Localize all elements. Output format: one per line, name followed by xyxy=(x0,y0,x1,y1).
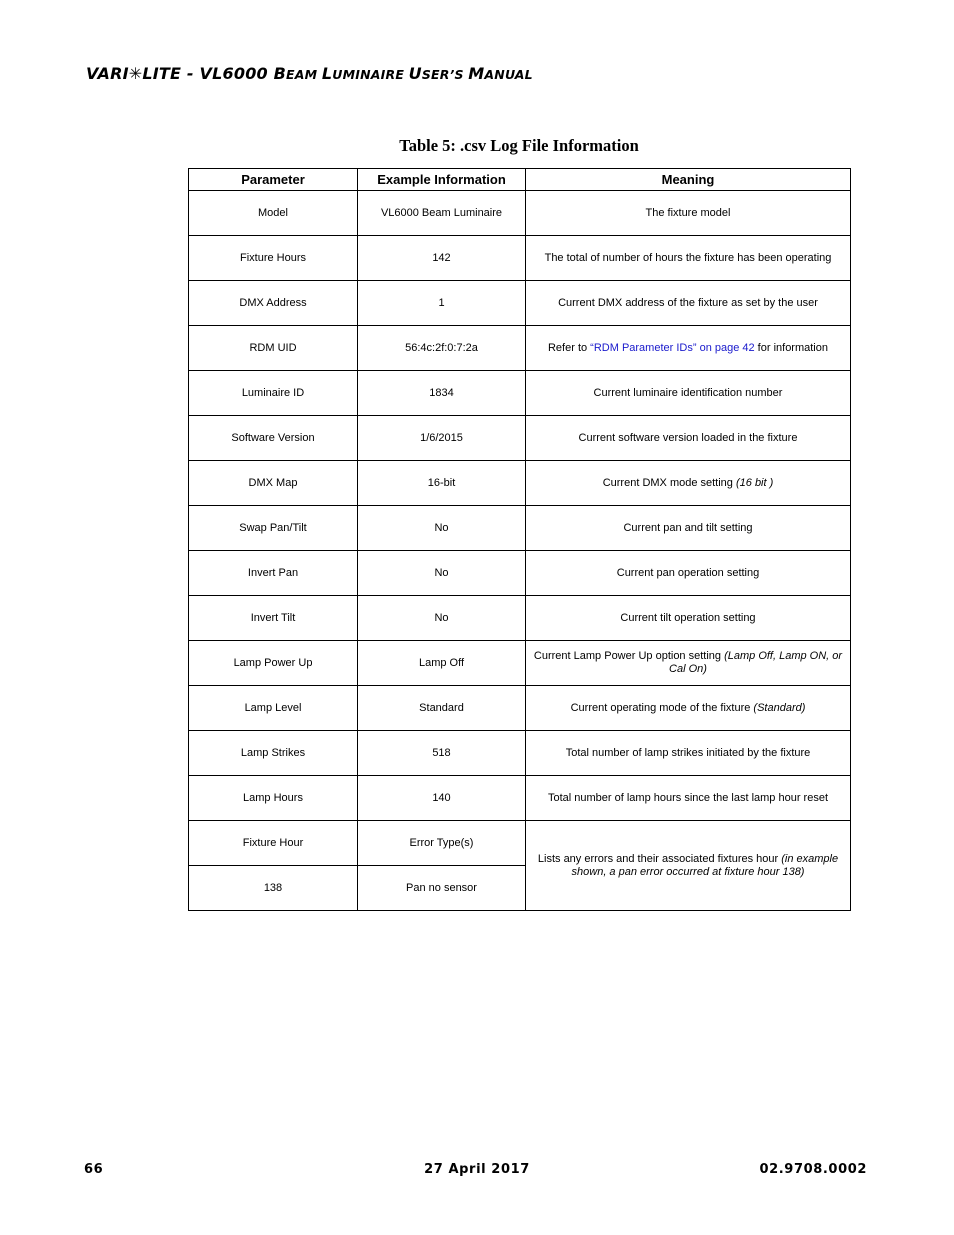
table-caption: Table 5: .csv Log File Information xyxy=(399,136,639,155)
cell-parameter: DMX Map xyxy=(189,461,358,506)
cell-meaning: Current Lamp Power Up option setting (Lamp Off, Lamp ON, or Cal On) xyxy=(526,641,851,686)
cell-meaning: Current pan and tilt setting xyxy=(526,506,851,551)
table-row xyxy=(189,551,851,596)
cell-example: 16-bit xyxy=(358,461,526,506)
cell-meaning: Current DMX mode setting (16 bit ) xyxy=(526,461,851,506)
table-row xyxy=(189,641,851,686)
cell-meaning: Lists any errors and their associated fixtures hour (in example shown, a pan error occurred at fixture hour 138) xyxy=(526,821,851,911)
cell-parameter: Invert Tilt xyxy=(189,596,358,641)
table-row xyxy=(189,236,851,281)
column-header-example: Example Information xyxy=(358,169,526,191)
footer-doc-number: 02.9708.0002 xyxy=(759,1162,867,1177)
csv-log-table xyxy=(188,168,851,911)
cell-parameter: Luminaire ID xyxy=(189,371,358,416)
table-row xyxy=(189,461,851,506)
cell-example: 56:4c:2f:0:7:2a xyxy=(358,326,526,371)
rdm-parameter-ids-link[interactable]: “RDM Parameter IDs” on page 42 xyxy=(590,341,755,354)
cell-parameter: Lamp Level xyxy=(189,686,358,731)
cell-example: 140 xyxy=(358,776,526,821)
cell-meaning: Current pan operation setting xyxy=(526,551,851,596)
table-row xyxy=(189,776,851,821)
cell-meaning: The fixture model xyxy=(526,191,851,236)
cell-example: No xyxy=(358,596,526,641)
cell-example: Pan no sensor xyxy=(358,866,526,911)
cell-parameter: Lamp Strikes xyxy=(189,731,358,776)
table-row xyxy=(189,686,851,731)
cell-example: No xyxy=(358,506,526,551)
table-row xyxy=(189,596,851,641)
cell-example: Standard xyxy=(358,686,526,731)
table-header-row xyxy=(189,169,851,191)
cell-meaning: Current DMX address of the fixture as set by the user xyxy=(526,281,851,326)
cell-parameter: Model xyxy=(189,191,358,236)
cell-example: VL6000 Beam Luminaire xyxy=(358,191,526,236)
cell-meaning: Refer to “RDM Parameter IDs” on page 42 for information xyxy=(526,326,851,371)
cell-example: 518 xyxy=(358,731,526,776)
table-row xyxy=(189,821,851,866)
cell-parameter: Fixture Hours xyxy=(189,236,358,281)
running-header: VARI✳LITE - VL6000 BEAM LUMINAIRE USER’S MANUAL xyxy=(86,64,533,83)
cell-meaning: Total number of lamp strikes initiated by the fixture xyxy=(526,731,851,776)
column-header-meaning: Meaning xyxy=(526,169,851,191)
cell-parameter: Software Version xyxy=(189,416,358,461)
table-row xyxy=(189,416,851,461)
table-row xyxy=(189,326,851,371)
cell-meaning: Current luminaire identification number xyxy=(526,371,851,416)
column-header-parameter: Parameter xyxy=(189,169,358,191)
star-icon: ✳ xyxy=(128,64,143,83)
cell-parameter: Swap Pan/Tilt xyxy=(189,506,358,551)
table-row xyxy=(189,506,851,551)
cell-example: No xyxy=(358,551,526,596)
table-row xyxy=(189,371,851,416)
cell-example: 1834 xyxy=(358,371,526,416)
footer-date: 27 April 2017 xyxy=(424,1162,530,1177)
cell-example: 1 xyxy=(358,281,526,326)
cell-example: Lamp Off xyxy=(358,641,526,686)
cell-meaning: Current operating mode of the fixture (Standard) xyxy=(526,686,851,731)
cell-example: 142 xyxy=(358,236,526,281)
cell-parameter: Lamp Power Up xyxy=(189,641,358,686)
cell-parameter: RDM UID xyxy=(189,326,358,371)
table-row xyxy=(189,731,851,776)
cell-parameter: DMX Address xyxy=(189,281,358,326)
cell-meaning: Current software version loaded in the fixture xyxy=(526,416,851,461)
cell-parameter: Fixture Hour xyxy=(189,821,358,866)
cell-parameter: 138 xyxy=(189,866,358,911)
cell-parameter: Invert Pan xyxy=(189,551,358,596)
table-row xyxy=(189,281,851,326)
cell-meaning: The total of number of hours the fixture has been operating xyxy=(526,236,851,281)
cell-meaning: Current tilt operation setting xyxy=(526,596,851,641)
cell-example: 1/6/2015 xyxy=(358,416,526,461)
cell-example: Error Type(s) xyxy=(358,821,526,866)
cell-parameter: Lamp Hours xyxy=(189,776,358,821)
cell-meaning: Total number of lamp hours since the last lamp hour reset xyxy=(526,776,851,821)
table-row xyxy=(189,191,851,236)
footer-page-number: 66 xyxy=(84,1162,104,1177)
